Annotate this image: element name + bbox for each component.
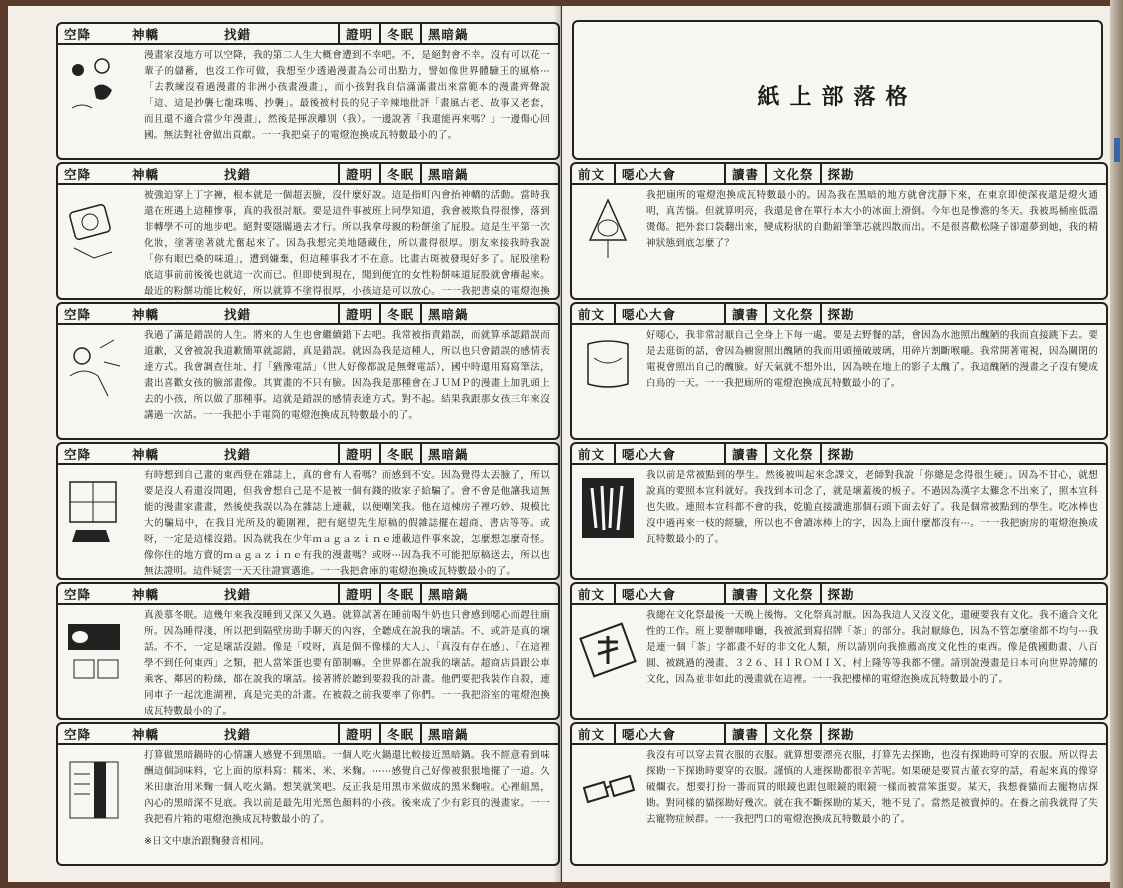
header-tag: 讀書 bbox=[732, 306, 760, 322]
header-tag: 黑暗鍋 bbox=[428, 306, 469, 322]
header-tag: 前文 bbox=[578, 586, 606, 602]
header-tag: 神轎 bbox=[132, 446, 160, 462]
entry-text: 我以前是常被點到的學生。然後被叫起來念課文，老師對我說「你總是念得很生硬」。因為不甘心，就想說真的要照本宣科就好。我找到本司念了，就是壞蓋後的板子。不過因為漢字太難念不出來了，照本宣科也失敗。連照本宣科都不會的我，乾脆直接讀進那個石頭下面去好了。我是個常被點到的學生。吃冰棒也沒中過再來一枝的經驗，所以也不會讀冰棒上的字，因為上面什麼都沒有⋯。一一我把廚房的電燈泡換成瓦特數最小的了。 bbox=[646, 470, 1098, 545]
blog-entry bbox=[56, 582, 560, 720]
menu-doodle bbox=[64, 748, 124, 828]
header-tag: 讀書 bbox=[732, 446, 760, 462]
title-panel bbox=[572, 20, 1103, 160]
header-tag: 證明 bbox=[346, 166, 374, 182]
entry-text: 我過了滿是錯誤的人生。將來的人生也會繼續錯下去吧。我常被指責錯誤，而就算承認錯誤而道歉，又會被說我道歉簡單就認錯，真是錯誤。就因為我是這種人，所以也只會錯誤的感情表達方式。我會調查住址、打「猶豫電話」（世人好像都說是無聲電話），國中時還用寫寫筆法，畫出喜歡女孩的臉部畫像。其實畫的不只有臉。因為我是那種會在ＪＵＭＰ的漫畫上加乳頭上去的小孩，所以做了那種事。這就是錯誤的感情表達方式。對不起。結果我跟那女孩三年來沒講過一次話。一一我把小手電筒的電燈泡換成瓦特數最小的了。 bbox=[144, 330, 550, 421]
light-bulb-icon bbox=[578, 188, 638, 268]
header-tag: 冬眠 bbox=[387, 166, 415, 182]
entry-header bbox=[58, 444, 558, 465]
header-tag: 神轎 bbox=[132, 26, 160, 42]
entry-header bbox=[572, 304, 1106, 325]
header-tag: 前文 bbox=[578, 446, 606, 462]
header-tag: 冬眠 bbox=[387, 726, 415, 742]
right-page bbox=[562, 6, 1110, 882]
entry-header bbox=[58, 584, 558, 605]
entry-header bbox=[572, 164, 1106, 185]
header-tag: 冬眠 bbox=[387, 446, 415, 462]
header-tag: 文化祭 bbox=[773, 166, 814, 182]
entry-text: 真羨慕冬眠。這幾年來我沒睡到又深又久過。就算試著在睡前喝牛奶也只會感到噁心而趕往廁所。因為睡得淺，所以把到隔壁房助手聊天的內容，全聽成在說我的壞話。不、或許是真的壞話。不不，一定是壞話沒錯。像是「哎呀，真是個不像樣的大人」、「真沒有存在感」、「在這裡學不到任何東西」之類，把人當笨蛋也要有節制嘛。全世界都在說我的壞話。超商店員跟公車乘客、鄰居的粉絲，都在說我的壞話。接著將於聽到要殺我的計畫。他們要把我裝作自殺，連同車子一起沈進湖裡，真是完美的計畫。在被殺之前我要率了你們。一一我把浴室的電燈泡換成瓦特數最小的了。 bbox=[144, 610, 550, 717]
header-tag: 空降 bbox=[64, 726, 92, 742]
entry-text: 我總在文化祭最後一天晚上後悔。文化祭真討厭。因為我這人又沒文化，還硬要我有文化。我不適合文化性的工作。班上要辦咖啡廳，我被派到寫招牌「茶」的部分。我討厭綠色，因為不管怎麼塗都不均勻⋯我是連一個「茶」字都畫不好的非文化人類，所以請別向我推薦高度文化性的東西。像是俄國動畫、八百圓、被跳過的漫畫、３２６、ＨＩＲＯＭＩＸ、村上隆等等我都不懂。請別說漫畫是日本可向世界誇耀的文化，因為並非如此的漫畫就在這裡。一一我把樓梯的電燈泡換成瓦特數最小的了。 bbox=[646, 610, 1098, 685]
entry-footnote: ※日文中康治跟麴發音相同。 bbox=[144, 836, 270, 847]
header-tag: 冬眠 bbox=[387, 306, 415, 322]
header-tag: 證明 bbox=[346, 586, 374, 602]
header-tag: 文化祭 bbox=[773, 586, 814, 602]
entry-text: 被強迫穿上丁字褲，根本就是一個超丟臉，沒什麼好說。這是指町內會抬神轎的活動。當時我還在班遇上這種慘事，真的我很討厭。要是這件事被班上同學知道，我會被欺負得很慘，落到非轉學不可的地步吧。絕對要隱瞞過去才行。所以我拿母親的粉餅塗了屁股。這是生平第一次化妝，塗著塗著就尤奮起來了。因為我想完美地隱藏住，所以畫得很厚。朋友來接我時我說「你有眼巴桑的味道」，遭到嫌棄，但這種事我才不在意。比畫古斑被發現好多了。屁股塗粉底這事前前後後也就這一次而已。但即使到現在，聞到便宜的女性粉餅味道屁股就會癢起來。最近的粉餅功能比較好，所以就算不塗得很厚，小孩這是可以放心。一一我把書桌的電燈泡換 bbox=[144, 190, 550, 297]
header-tag: 噁心大會 bbox=[622, 726, 677, 742]
page-title: 紙上部落格 bbox=[757, 84, 918, 110]
header-tag: 找錯 bbox=[224, 726, 252, 742]
header-tag: 找錯 bbox=[224, 446, 252, 462]
header-tag: 找錯 bbox=[224, 306, 252, 322]
left-page bbox=[8, 6, 561, 882]
blog-entry bbox=[570, 442, 1108, 580]
blog-entry bbox=[570, 162, 1108, 300]
book-edge bbox=[1110, 0, 1123, 888]
header-tag: 黑暗鍋 bbox=[428, 26, 469, 42]
header-tag: 探勘 bbox=[827, 586, 855, 602]
entry-header bbox=[572, 444, 1106, 465]
header-tag: 神轎 bbox=[132, 306, 160, 322]
header-tag: 文化祭 bbox=[773, 726, 814, 742]
entry-header bbox=[58, 164, 558, 185]
header-tag: 探勘 bbox=[827, 166, 855, 182]
entry-header bbox=[58, 304, 558, 325]
header-tag: 噁心大會 bbox=[622, 446, 677, 462]
classroom-doodle bbox=[578, 468, 638, 548]
header-tag: 找錯 bbox=[224, 166, 252, 182]
header-tag: 讀書 bbox=[732, 586, 760, 602]
blog-entry bbox=[570, 582, 1108, 720]
header-tag: 神轎 bbox=[132, 166, 160, 182]
header-tag: 探勘 bbox=[827, 726, 855, 742]
header-tag: 證明 bbox=[346, 26, 374, 42]
header-tag: 找錯 bbox=[224, 586, 252, 602]
bookmark-ribbon bbox=[1114, 138, 1120, 162]
sleeping-doodle bbox=[64, 608, 124, 688]
header-tag: 神轎 bbox=[132, 586, 160, 602]
blog-entry bbox=[570, 722, 1108, 866]
header-tag: 探勘 bbox=[827, 446, 855, 462]
header-tag: 證明 bbox=[346, 446, 374, 462]
doodle-illustration bbox=[64, 48, 124, 128]
blog-entry bbox=[56, 302, 560, 440]
entry-header bbox=[58, 24, 558, 45]
window-doodle bbox=[64, 468, 124, 548]
entry-header bbox=[572, 584, 1106, 605]
header-tag: 文化祭 bbox=[773, 306, 814, 322]
header-tag: 證明 bbox=[346, 726, 374, 742]
glasses-icon bbox=[578, 748, 638, 828]
header-tag: 冬眠 bbox=[387, 586, 415, 602]
header-tag: 前文 bbox=[578, 306, 606, 322]
blog-entry bbox=[56, 22, 560, 160]
header-tag: 文化祭 bbox=[773, 446, 814, 462]
compact-mirror-icon bbox=[64, 188, 124, 268]
header-tag: 黑暗鍋 bbox=[428, 446, 469, 462]
entry-text: 有時想到自己畫的東西登在雜誌上，真的會有人看嗎？而感到不安。因為覺得太丟臉了，所以要是沒人看還沒問題，但我會想自己是不是被一個有錢的敗家子給騙了。會不會是他讓我這無能的漫畫家畫畫，然後使我誤以為在雜誌上連載，以便嘲笑我。他在這棟房子裡巧妙、規模比大的騙局中，在我目光所及的範圍裡，把有絕望先生原稿的假雜誌擺在超商、書店等等。或呀，一定是這樣沒錯。因為就我在少年ｍａｇａｚｉｎｅ連載這件事來說，怎麼想怎麼奇怪。像你住的地方賣的ｍａｇａｚｉｎｅ有我的漫畫嗎？或呀⋯因為我不可能把原稿送去，所以也無法證明。這件疑雲一天天往證實邁進。一一我把倉庫的電燈泡換成瓦特數最小的了。 bbox=[144, 470, 550, 577]
header-tag: 黑暗鍋 bbox=[428, 166, 469, 182]
header-tag: 空降 bbox=[64, 586, 92, 602]
mirror-doodle bbox=[578, 328, 638, 408]
header-tag: 黑暗鍋 bbox=[428, 586, 469, 602]
entry-text: 好噁心，我非常討厭自己全身上下每一處。要是去野餐的話，會因為水池照出醜陋的我而直接跳下去。要是去逛街的話，會因為櫥窗照出醜陋的我而用頭撞破玻璃，用碎片割斷喉嚨。我常開著電視，因為關閉的電視會照出自己的醜臉。好天氣就不想外出，因為映在地上的影子太醜了。我這醜陋的漫畫之子沒有變成白鳥的一天。一一我把廁所的電燈泡換成瓦特數最小的了。 bbox=[646, 330, 1098, 389]
header-tag: 前文 bbox=[578, 726, 606, 742]
blog-entry bbox=[56, 442, 560, 580]
header-tag: 讀書 bbox=[732, 726, 760, 742]
header-tag: 空降 bbox=[64, 166, 92, 182]
blog-entry bbox=[56, 722, 560, 866]
header-tag: 冬眠 bbox=[387, 26, 415, 42]
entry-header bbox=[572, 724, 1106, 745]
header-tag: 神轎 bbox=[132, 726, 160, 742]
header-tag: 找錯 bbox=[224, 26, 252, 42]
header-tag: 前文 bbox=[578, 166, 606, 182]
header-tag: 噁心大會 bbox=[622, 586, 677, 602]
blog-entry bbox=[570, 302, 1108, 440]
entry-text: 我沒有可以穿去買衣服的衣服。就算想要漂亮衣服，打算先去探勘，也沒有探勘時可穿的衣服。所以得去探勘一下探勘時要穿的衣服。謹慎的人連探勘都很辛苦呢。如果硬是要買古董衣穿的話，看起來真的像穿破爛衣。想要打扮一番而買的眼鏡也跟包眼鏡的眼鏡一樣而被當笨蛋耍。某天，我想養貓而去寵物店探勘。對同樣的貓探勘好幾次。就在我不斷探勘的某天，牠不見了。當然是被賣掉的。在養之前我就得了失去寵物症候群。一一我把門口的電燈泡換成瓦特數最小的了。 bbox=[646, 750, 1098, 825]
header-tag: 空降 bbox=[64, 306, 92, 322]
header-tag: 黑暗鍋 bbox=[428, 726, 469, 742]
entry-text: 打算做黑暗鍋時的心情讓人感覺不到黑暗。一個人吃火鍋還比較接近黑暗鍋。我不經意看到味酬這個詞味料，它上面的原料寫：糯米、米、米麴。⋯⋯感覺自己好像被狠狠地擺了一道。久米田康治用米麴一個人吃火鍋。想笑就笑吧。反正我是用黑市米做成的黑米麴啦。心裡組黑，內心的黑暗深不見底。我以前是最先用光黑色顏料的小孩。後來成了少有彩頁的漫畫家。一一我把看片箱的電燈泡換成瓦特數最小的了。 bbox=[144, 750, 550, 825]
header-tag: 空降 bbox=[64, 446, 92, 462]
entry-header bbox=[58, 724, 558, 745]
header-tag: 讀書 bbox=[732, 166, 760, 182]
header-tag: 噁心大會 bbox=[622, 166, 677, 182]
header-tag: 探勘 bbox=[827, 306, 855, 322]
entry-text: 漫畫家沒地方可以空降，我的第二人生大概會遭到不幸吧。不，是絕對會不幸。沒有可以花一輩子的儲蓄，也沒工作可做，我想至少透過漫畫為公司出點力，譬如像世界體驗王的風格⋯「去教練沒看過漫畫的非洲小孩畫漫畫」，而小孩對我自信滿滿畫出來當範本的漫畫齊聲說「這、這是抄襲七龍珠嗎、抄襲」。最後被村長的兒子辛辣地批評「畫風古老、故事又老套，而且還不適合當少年漫畫」，然後是揮淚離別（我）。一邊說著「我還能再來嗎？」一邊傷心回國。無法對社會做出貢獻。一一我把桌子的電燈泡換成瓦特數最小的了。 bbox=[144, 50, 550, 141]
blog-entry bbox=[56, 162, 560, 300]
figures-doodle bbox=[64, 328, 124, 408]
entry-text: 我把廁所的電燈泡換成瓦特數最小的。因為我在黑暗的地方就會沈靜下來，在東京即使深夜還是燈火通明，真苦惱。但就算明亮，我還是會在單行本大小的冰面上滑倒。今年也是慘澹的冬天。我被馬桶座低溫燙傷。把外套口袋翻出來，變成粉狀的自動鉛筆筆芯就四散而出。不是很喜歡松隆子卻還夢到她，我的精神狀態到底怎麼了？ bbox=[646, 190, 1098, 249]
tea-sign-icon bbox=[578, 608, 638, 688]
header-tag: 噁心大會 bbox=[622, 306, 677, 322]
header-tag: 空降 bbox=[64, 26, 92, 42]
header-tag: 證明 bbox=[346, 306, 374, 322]
